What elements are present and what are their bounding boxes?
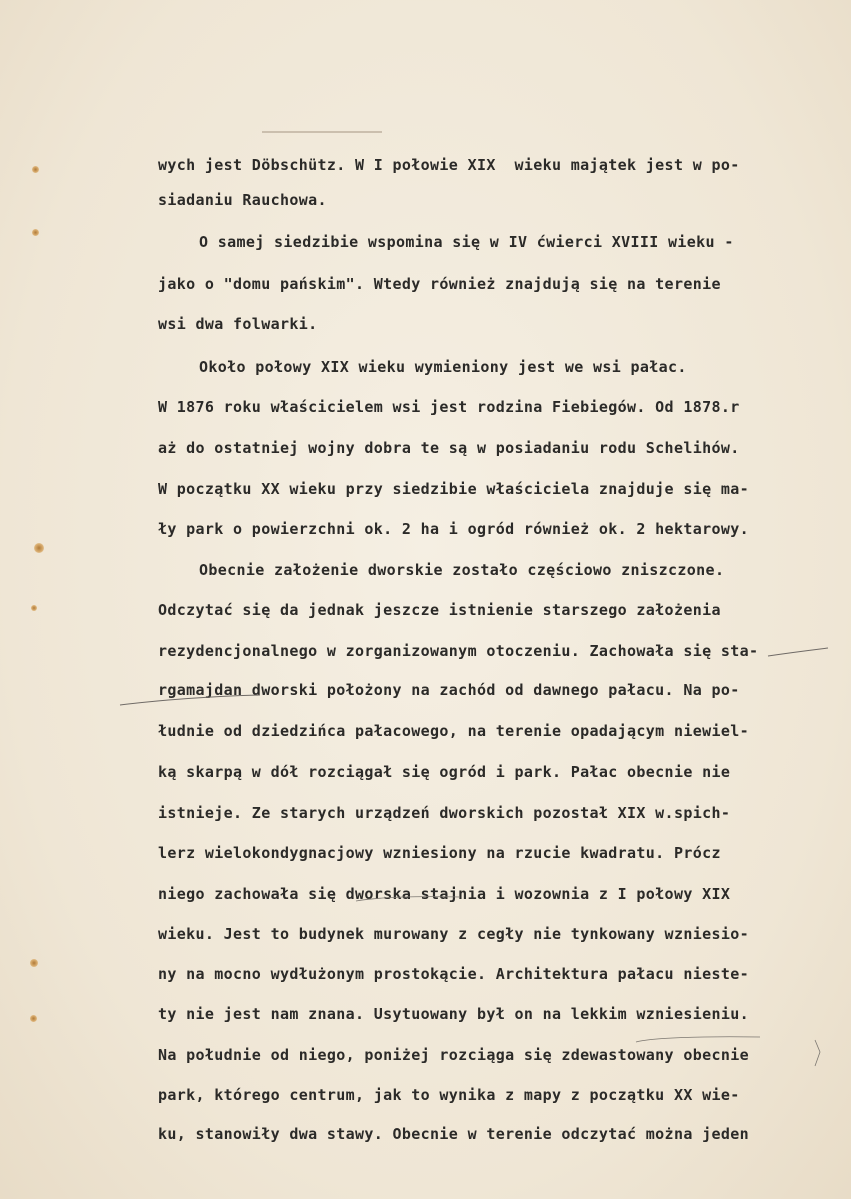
text-line: W początku XX wieku przy siedzibie właściciela znajduje się ma- xyxy=(158,480,749,498)
text-line: wych jest Döbschütz. W I połowie XIX wieku majątek jest w po- xyxy=(158,156,740,174)
text-line: W 1876 roku właścicielem wsi jest rodzina Fiebiegów. Od 1878.r xyxy=(158,398,740,416)
text-line: aż do ostatniej wojny dobra te są w posiadaniu rodu Schelihów. xyxy=(158,439,740,457)
text-line: Odczytać się da jednak jeszcze istnienie starszego założenia xyxy=(158,601,721,619)
text-line: park, którego centrum, jak to wynika z mapy z początku XX wie- xyxy=(158,1086,740,1104)
text-line: siadaniu Rauchowa. xyxy=(158,191,327,209)
text-line: istnieje. Ze starych urządzeń dworskich pozostał XIX w.spich- xyxy=(158,804,731,822)
text-line: ły park o powierzchni ok. 2 ha i ogród również ok. 2 hektarowy. xyxy=(158,520,749,538)
text-line: wsi dwa folwarki. xyxy=(158,315,318,333)
text-line: jako o "domu pańskim". Wtedy również znajdują się na terenie xyxy=(158,275,721,293)
text-line: łudnie od dziedzińca pałacowego, na terenie opadającym niewiel- xyxy=(158,722,749,740)
text-line: rgamajdan dworski położony na zachód od dawnego pałacu. Na po- xyxy=(158,681,740,699)
text-line: lerz wielokondygnacjowy wzniesiony na rzucie kwadratu. Prócz xyxy=(158,844,721,862)
text-line: Obecnie założenie dworskie zostało częściowo zniszczone. xyxy=(199,561,725,579)
text-line: O samej siedzibie wspomina się w IV ćwierci XVIII wieku - xyxy=(199,233,734,251)
text-line: rezydencjonalnego w zorganizowanym otoczeniu. Zachowała się sta- xyxy=(158,642,759,660)
text-line: wieku. Jest to budynek murowany z cegły nie tynkowany wzniesio- xyxy=(158,925,749,943)
text-line: ku, stanowiły dwa stawy. Obecnie w terenie odczytać można jeden xyxy=(158,1125,749,1143)
text-line: ką skarpą w dół rozciągał się ogród i park. Pałac obecnie nie xyxy=(158,763,731,781)
text-line: ty nie jest nam znana. Usytuowany był on na lekkim wzniesieniu. xyxy=(158,1005,749,1023)
text-line: ny na mocno wydłużonym prostokącie. Architektura pałacu niestе- xyxy=(158,965,749,983)
text-line: niego zachowała się dworska stajnia i wozownia z I połowy XIX xyxy=(158,885,731,903)
text-line: Około połowy XIX wieku wymieniony jest we wsi pałac. xyxy=(199,358,687,376)
text-line: Na południe od niego, poniżej rozciąga się zdewastowany obecnie xyxy=(158,1046,749,1064)
